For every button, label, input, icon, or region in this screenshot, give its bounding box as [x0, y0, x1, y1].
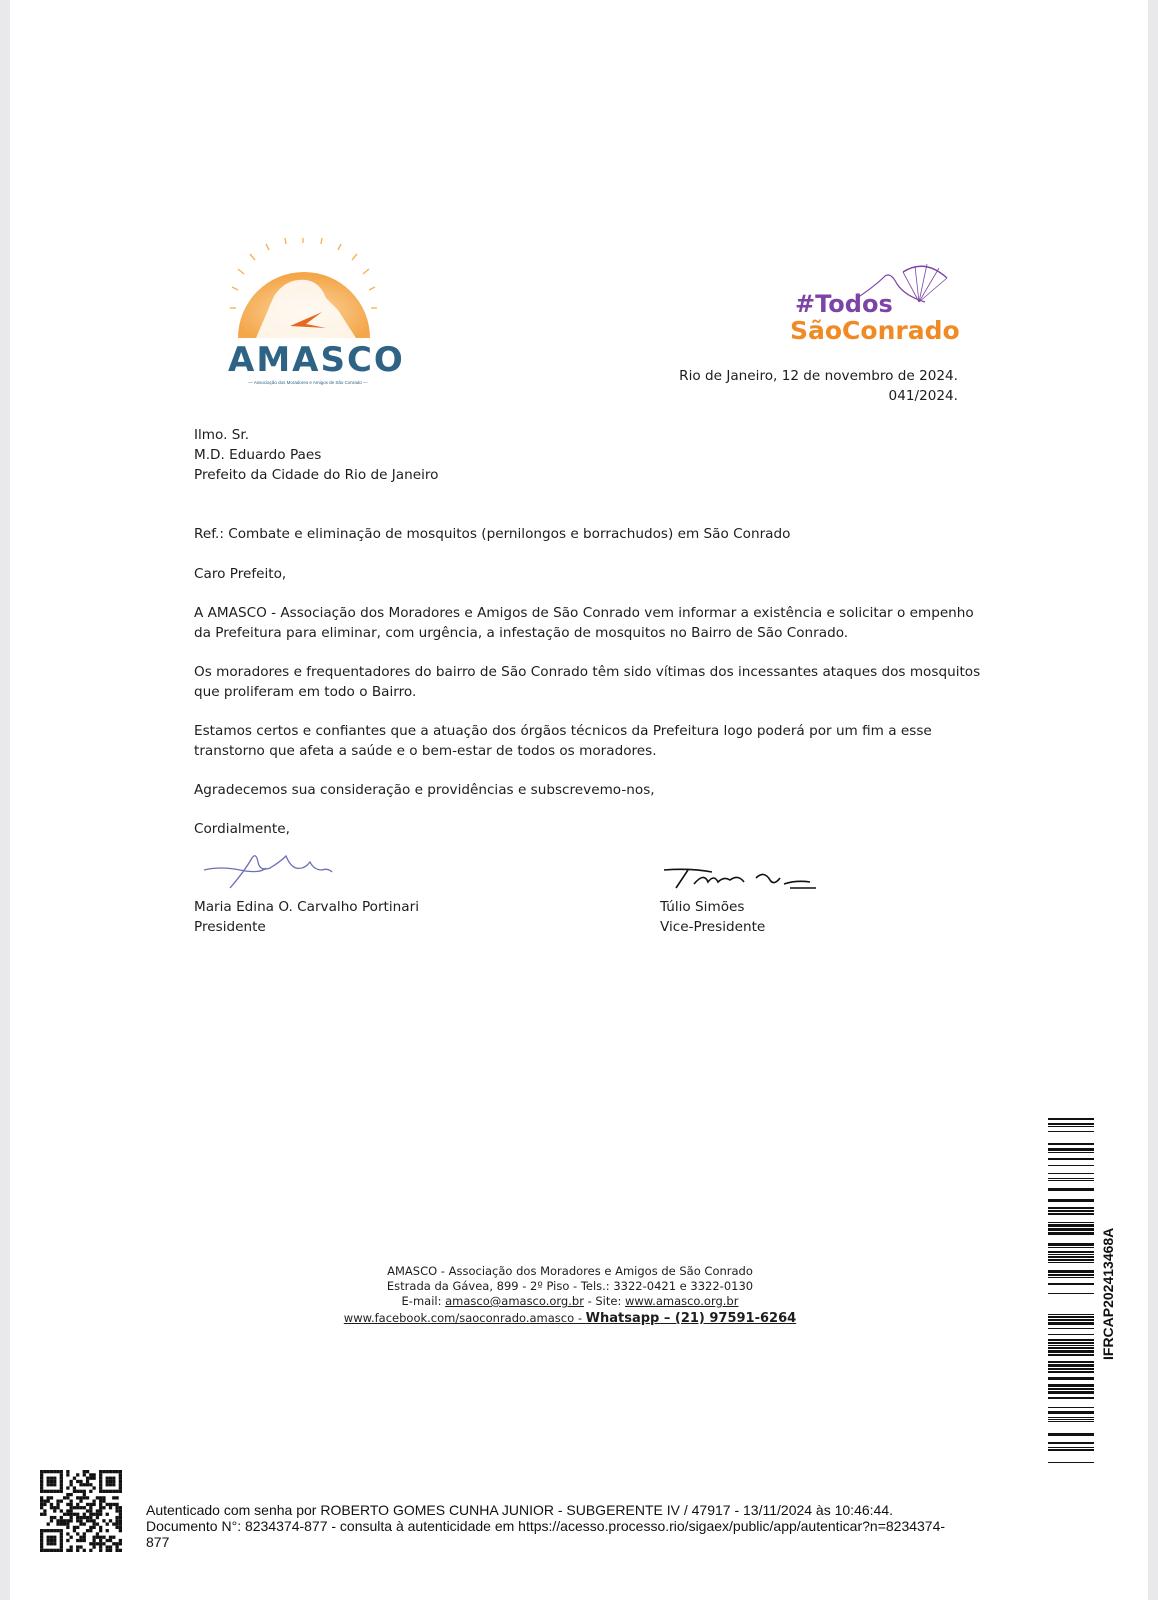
signer-2-name: Túlio Simões: [660, 899, 745, 915]
footer-social: [240, 1311, 900, 1326]
site-label: - Site:: [583, 1294, 625, 1308]
email-link[interactable]: amasco@amasco.org.br: [445, 1294, 584, 1308]
letter-number: 041/2024.: [888, 388, 958, 404]
signer-1-role: Presidente: [194, 919, 266, 935]
addressee-position: Prefeito da Cidade do Rio de Janeiro: [194, 467, 439, 483]
todos-logo-line1: #Todos: [795, 290, 893, 318]
signature-vice-president: [660, 862, 820, 894]
facebook-link[interactable]: www.facebook.com/saoconrado.amasco -: [343, 1311, 586, 1325]
signature-president: [200, 848, 340, 896]
site-link[interactable]: www.amasco.org.br: [625, 1294, 739, 1308]
footer-contacts: [240, 1294, 900, 1309]
qr-code: [40, 1470, 122, 1552]
addressee-name: M.D. Eduardo Paes: [194, 447, 322, 463]
paragraph-1-line-2: da Prefeitura para eliminar, com urgência, a infestação de mosquitos no Bairro de São Conrado.: [194, 625, 849, 641]
signer-1-name: Maria Edina O. Carvalho Portinari: [194, 899, 419, 915]
barcode-text: IFRCAP202413468A: [1100, 1227, 1116, 1360]
place-date: Rio de Janeiro, 12 de novembro de 2024.: [679, 368, 958, 384]
paragraph-3-line-1: Estamos certos e confiantes que a atuação dos órgãos técnicos da Prefeitura logo poderá por um fim a esse: [194, 723, 932, 739]
paragraph-4: Agradecemos sua consideração e providências e subscrevemo-nos,: [194, 782, 655, 798]
barcode: [1048, 1118, 1094, 1472]
signer-2-role: Vice-Presidente: [660, 919, 766, 935]
closing: Cordialmente,: [194, 821, 290, 837]
todos-logo-line2: SãoConrado: [790, 316, 960, 345]
footer-line-2: Estrada da Gávea, 899 - 2º Piso - Tels.: 3322-0421 e 3322-0130: [386, 1279, 754, 1293]
paragraph-1-line-1: A AMASCO - Associação dos Moradores e Amigos de São Conrado vem informar a existência e solicitar o empenho: [194, 605, 974, 621]
reference: Ref.: Combate e eliminação de mosquitos (pernilongos e borrachudos) em São Conrado: [194, 526, 791, 542]
paragraph-2-line-1: Os moradores e frequentadores do bairro de São Conrado têm sido vítimas dos incessantes ataques dos mosquitos: [194, 664, 981, 680]
auth-line-2: Documento N°: 8234374-877 - consulta à autenticidade em https://acesso.processo.rio/sigaex/public/app/autenticar?n=8234374-: [146, 1518, 946, 1534]
email-label: E-mail:: [401, 1294, 446, 1308]
auth-line-1: Autenticado com senha por ROBERTO GOMES CUNHA JUNIOR - SUBGERENTE IV / 47917 - 13/11/2024 às 10:46:44.: [146, 1502, 893, 1518]
salutation: Caro Prefeito,: [194, 566, 287, 582]
auth-line-3: 877: [146, 1534, 170, 1550]
paragraph-2-line-2: que proliferam em todo o Bairro.: [194, 684, 417, 700]
document-page: [10, 0, 1148, 1600]
amasco-logo-text: AMASCO: [228, 340, 405, 380]
whatsapp-contact[interactable]: Whatsapp – (21) 97591-6264: [585, 1311, 797, 1326]
addressee-title: Ilmo. Sr.: [194, 427, 250, 443]
amasco-logo-tagline: — Associação dos Moradores e Amigos de São Conrado —: [248, 380, 368, 385]
footer-line-1: AMASCO - Associação dos Moradores e Amigos de São Conrado: [387, 1264, 753, 1278]
paragraph-3-line-2: transtorno que afeta a saúde e o bem-estar de todos os moradores.: [194, 743, 657, 759]
